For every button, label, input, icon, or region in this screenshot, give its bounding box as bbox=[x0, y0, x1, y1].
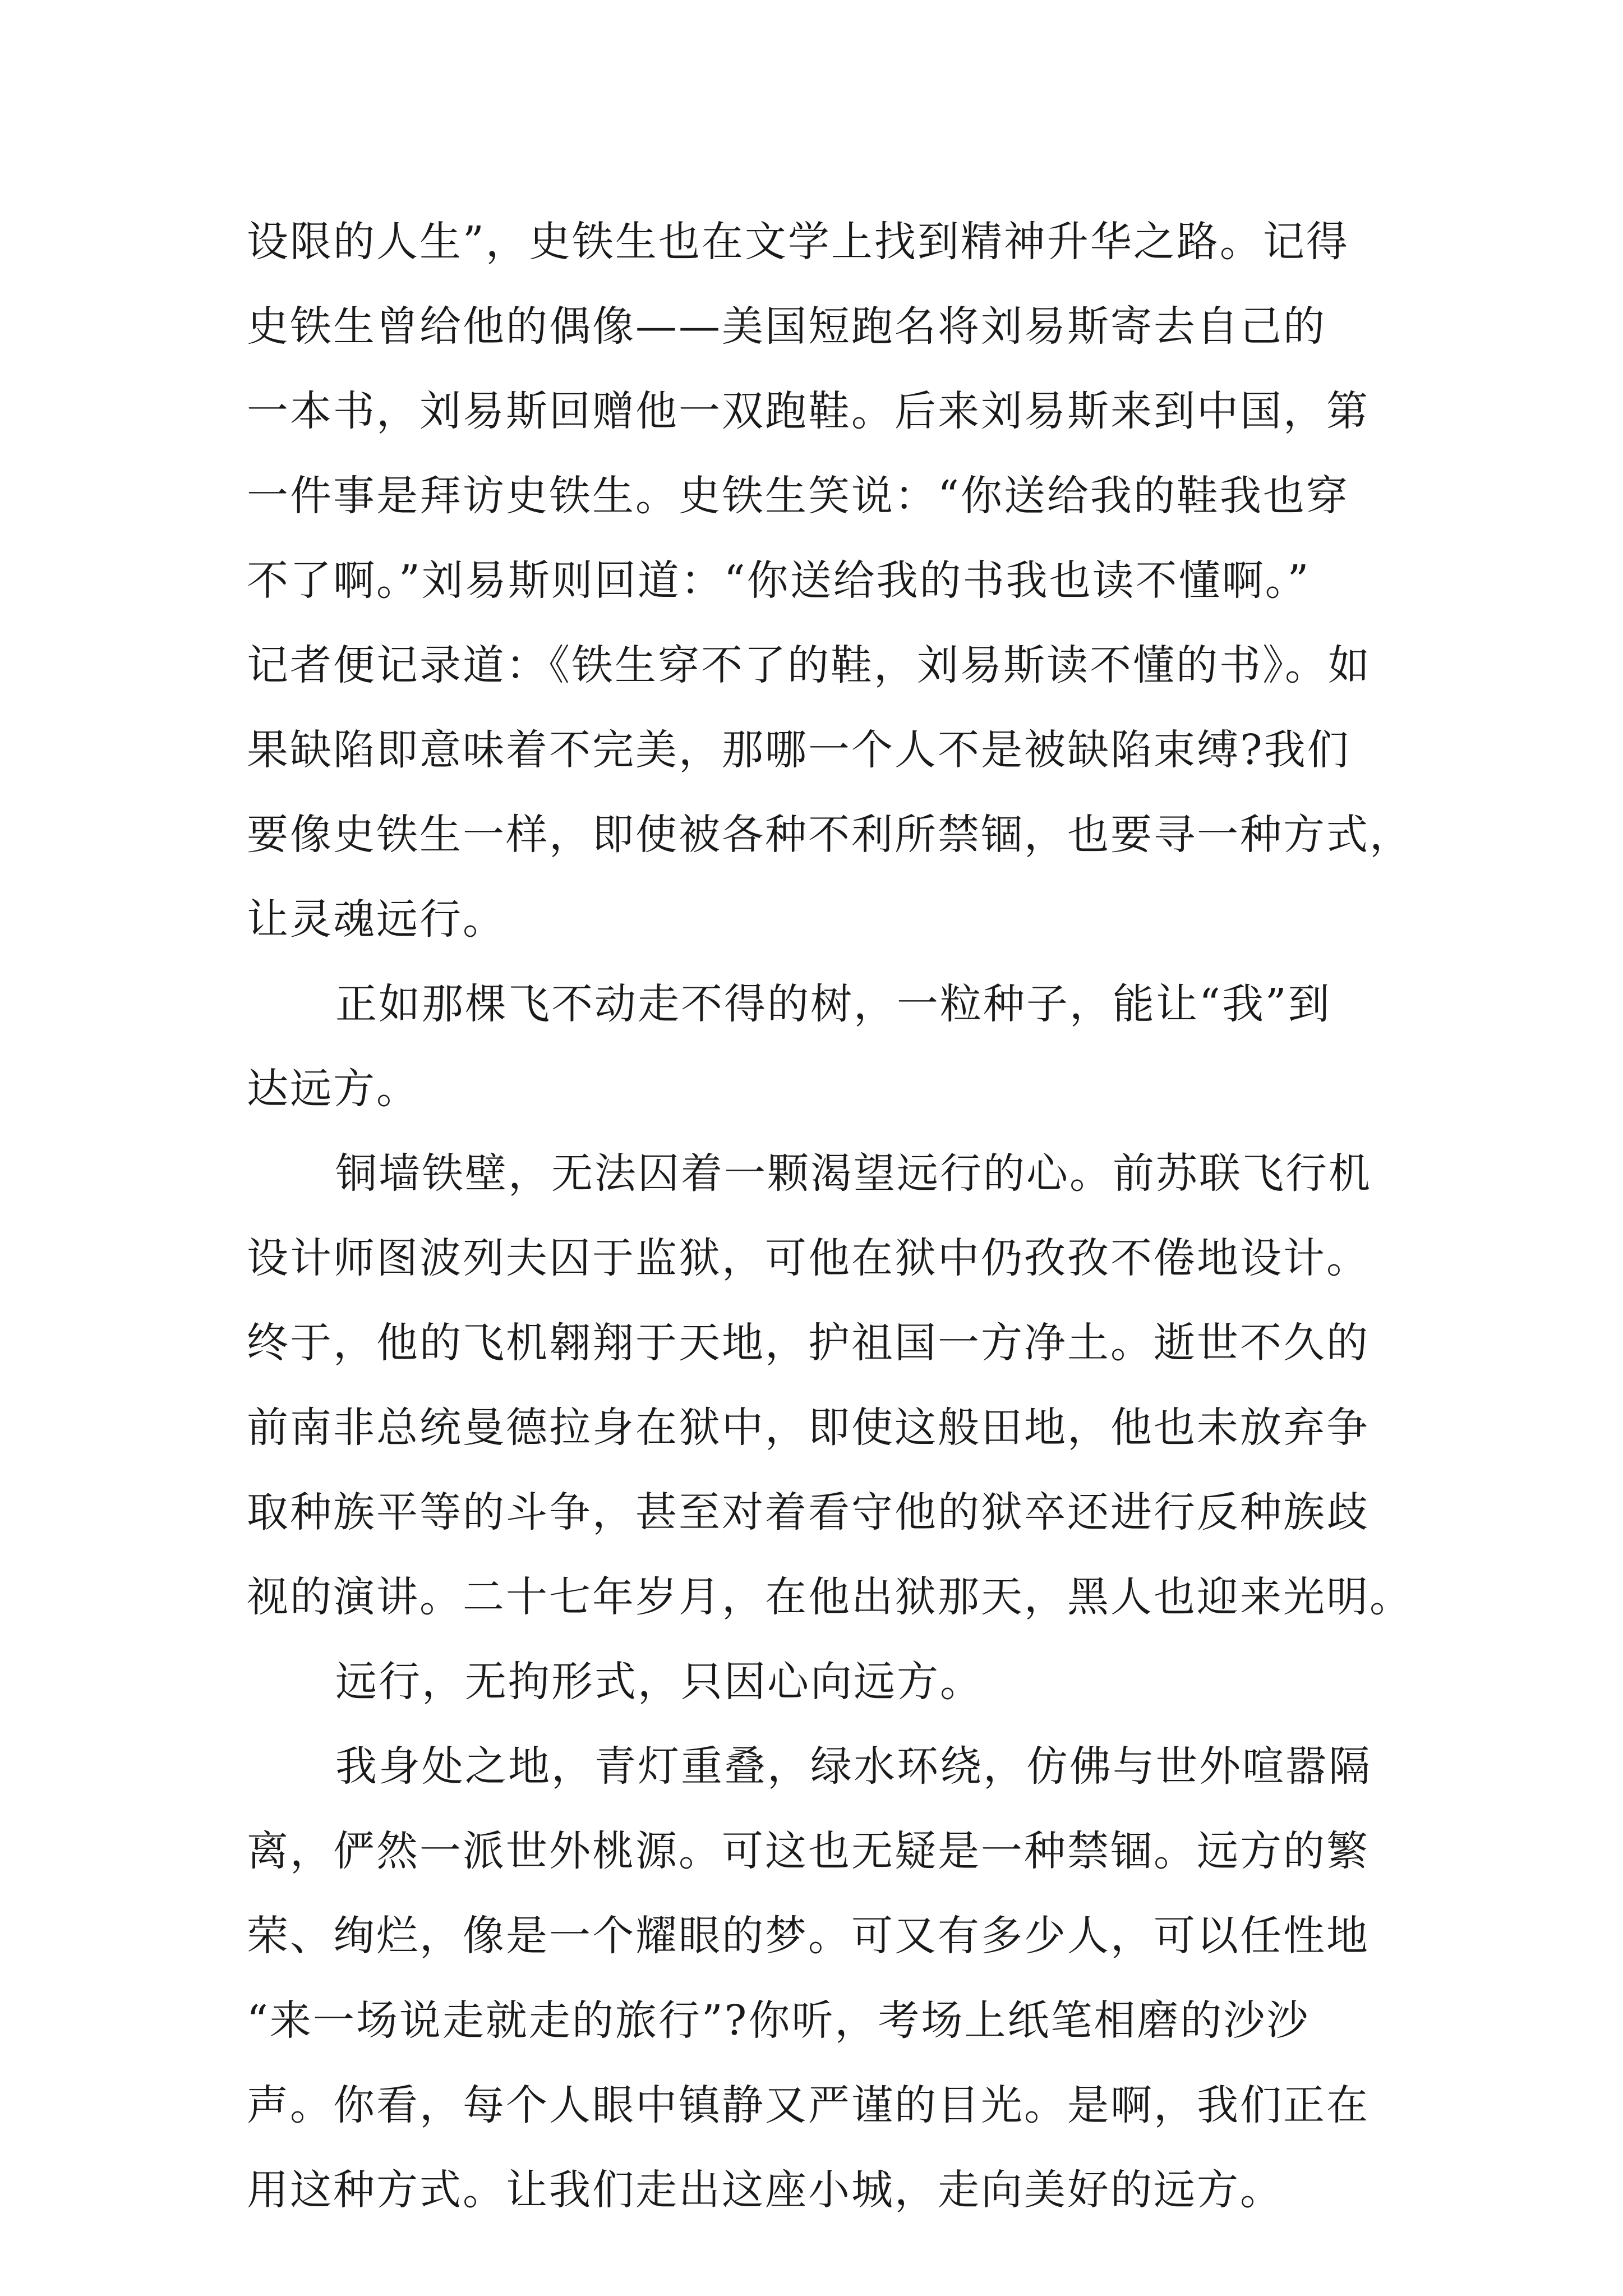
text-line: 不了啊。”刘易斯则回道：“你送给我的书我也读不懂啊。” bbox=[247, 556, 1311, 605]
text-line: 远行，无拘形式，只因心向远方。 bbox=[335, 1658, 983, 1706]
text-line: 正如那棵飞不动走不得的树，一粒种子，能让“我”到 bbox=[335, 980, 1331, 1028]
text-line: 让灵魂远行。 bbox=[247, 895, 506, 944]
text-line: 果缺陷即意味着不完美，那哪一个人不是被缺陷束缚?我们 bbox=[247, 726, 1350, 774]
text-line: 荣、绚烂，像是一个耀眼的梦。可又有多少人，可以任性地 bbox=[247, 1912, 1370, 1960]
text-line: 要像史铁生一样，即使被各种不利所禁锢，也要寻一种方式， bbox=[247, 811, 1413, 859]
text-line: 取种族平等的斗争，甚至对着看守他的狱卒还进行反种族歧 bbox=[247, 1488, 1370, 1536]
text-line: 终于，他的飞机翱翔于天地，护祖国一方净土。逝世不久的 bbox=[247, 1319, 1370, 1367]
text-line: 记者便记录道：《铁生穿不了的鞋，刘易斯读不懂的书》。如 bbox=[247, 641, 1371, 689]
essay-text-body bbox=[247, 200, 1413, 2233]
text-line: 史铁生曾给他的偶像——美国短跑名将刘易斯寄去自己的 bbox=[247, 302, 1326, 351]
text-line: 一件事是拜访史铁生。史铁生笑说：“你送给我的鞋我也穿 bbox=[247, 472, 1349, 520]
text-line: 声。你看，每个人眼中镇静又严谨的目光。是啊，我们正在 bbox=[247, 2081, 1370, 2129]
text-line: 一本书，刘易斯回赠他一双跑鞋。后来刘易斯来到中国，第 bbox=[247, 387, 1370, 435]
text-line: 视的演讲。二十七年岁月，在他出狱那天，黑人也迎来光明。 bbox=[247, 1573, 1413, 1621]
text-line: 离，俨然一派世外桃源。可这也无疑是一种禁锢。远方的繁 bbox=[247, 1827, 1370, 1875]
text-line: “来一场说走就走的旅行”?你听，考场上纸笔相磨的沙沙 bbox=[247, 1996, 1310, 2045]
text-line: 我身处之地，青灯重叠，绿水环绕，仿佛与世外喧嚣隔 bbox=[335, 1742, 1372, 1791]
text-line: 设计师图波列夫囚于监狱，可他在狱中仍孜孜不倦地设计。 bbox=[247, 1234, 1370, 1282]
text-line: 达远方。 bbox=[247, 1065, 419, 1113]
text-line: 用这种方式。让我们走出这座小城，走向美好的远方。 bbox=[247, 2166, 1283, 2214]
text-line: 设限的人生”，史铁生也在文学上找到精神升华之路。记得 bbox=[247, 218, 1349, 266]
text-line: 铜墙铁壁，无法囚着一颗渴望远行的心。前苏联飞行机 bbox=[335, 1149, 1372, 1198]
text-line: 前南非总统曼德拉身在狱中，即使这般田地，他也未放弃争 bbox=[247, 1404, 1370, 1452]
